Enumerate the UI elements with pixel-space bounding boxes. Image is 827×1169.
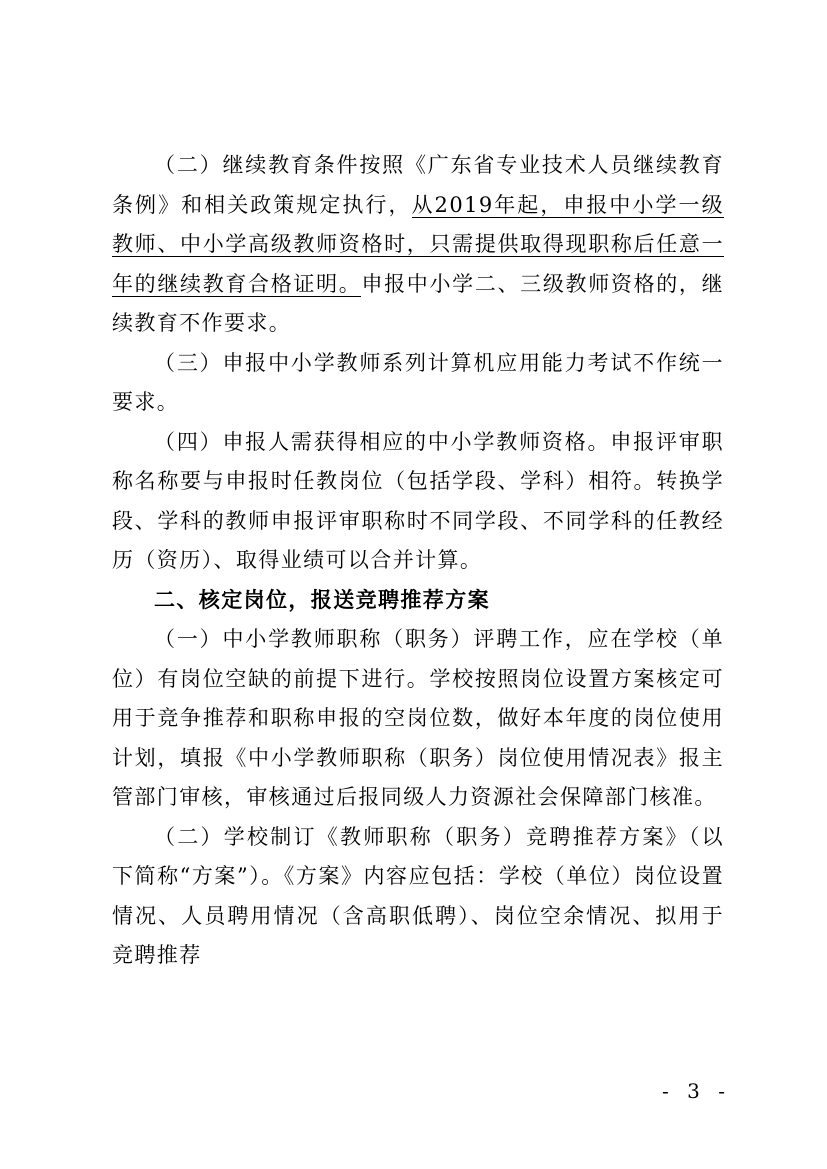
paragraph-text: （二）继续教育条件按照《广东省专业技术人员继续教育条例》和相关政策规定执行， <box>112 153 724 217</box>
document-body <box>112 146 724 976</box>
page-number: - 3 - <box>662 1079 731 1103</box>
paragraph-teacher-qualification: （四）申报人需获得相应的中小学教师资格。申报评审职称名称要与申报时任教岗位（包括学段、学科）相符。转换学段、学科的教师申报评审职称时不同学段、不同学科的任教经历（资历）、取得业绩可以合并计算。 <box>112 429 724 572</box>
underlined-text: 从2019年起，申报中小学一级教师、中小学高级教师资格时，只需提供取得现职称后任意一年的继续教育合格证明。 <box>112 192 724 296</box>
paragraph-recommendation-plan: （二）学校制订《教师职称（职务）竞聘推荐方案》（以下简称“方案”）。《方案》内容应包括：学校（单位）岗位设置情况、人员聘用情况（含高职低聘）、岗位空余情况、拟用于竞聘推荐 <box>112 824 724 967</box>
paragraph-post-vacancy: （一）中小学教师职称（职务）评聘工作，应在学校（单位）有岗位空缺的前提下进行。学校按照岗位设置方案核定可用于竞争推荐和职称申报的空岗位数，做好本年度的岗位使用计划，填报《中小学教师职称（职务）岗位使用情况表》报主管部门审核，审核通过后报同级人力资源社会保障部门核准。 <box>112 627 724 809</box>
section-heading: 二、核定岗位，报送竞聘推荐方案 <box>154 587 490 612</box>
paragraph-text: 申报中小学二、三级教师资格的，继续教育不作要求。 <box>112 271 724 335</box>
paragraph-computer-exam: （三）申报中小学教师系列计算机应用能力考试不作统一要求。 <box>112 350 724 414</box>
paragraph-continuing-education <box>112 146 724 344</box>
